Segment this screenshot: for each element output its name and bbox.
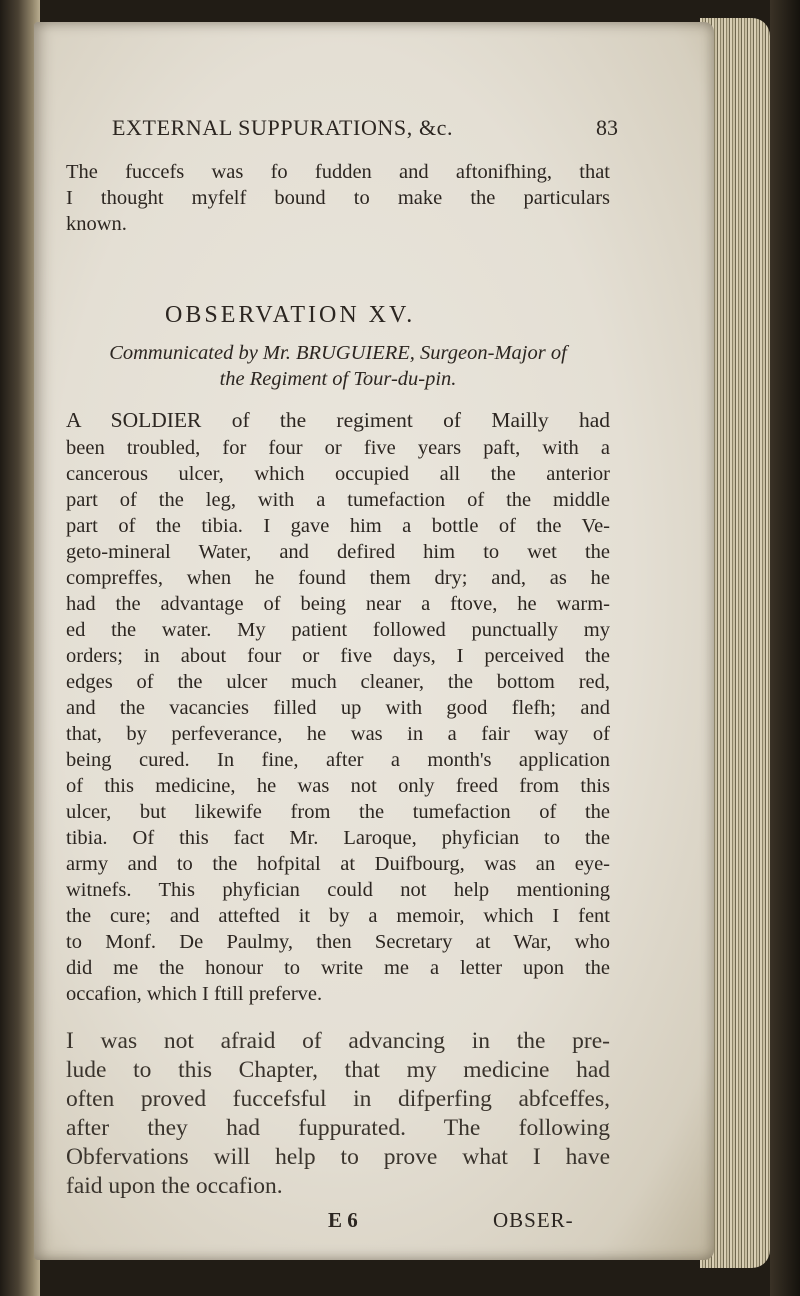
body-line: had the advantage of being near a ftove, he warm- xyxy=(66,593,610,615)
intro-line: I thought myfelf bound to make the particulars xyxy=(66,187,610,209)
body-line: did me the honour to write me a letter upon the xyxy=(66,957,610,979)
catchword: OBSER- xyxy=(493,1208,574,1232)
body-line: ed the water. My patient followed punctually my xyxy=(66,619,610,641)
closing-line: lude to this Chapter, that my medicine had xyxy=(66,1057,610,1083)
body-line: compreffes, when he found them dry; and, as he xyxy=(66,567,610,589)
body-line: occafion, which I ftill preferve. xyxy=(66,983,323,1005)
body-line: and the vacancies filled up with good flefh; and xyxy=(66,697,610,719)
body-line: army and to the hofpital at Duifbourg, was an eye- xyxy=(66,853,610,875)
body-line: of this medicine, he was not only freed from this xyxy=(66,775,610,797)
body-line: geto-mineral Water, and defired him to wet the xyxy=(66,541,610,563)
body-line: tibia. Of this fact Mr. Laroque, phyfician to the xyxy=(66,827,610,849)
closing-line: I was not afraid of advancing in the pre- xyxy=(66,1028,610,1054)
body-line: A SOLDIER of the regiment of Mailly had xyxy=(66,408,610,432)
body-line: cancerous ulcer, which occupied all the anterior xyxy=(66,463,610,485)
book-cover-edge xyxy=(770,0,800,1296)
subtitle-line: the Regiment of Tour-du-pin. xyxy=(219,368,457,390)
body-line: part of the tibia. I gave him a bottle of the Ve- xyxy=(66,515,610,537)
observation-heading: OBSERVATION XV. xyxy=(165,302,416,328)
signature-mark: E 6 xyxy=(328,1208,358,1232)
closing-line: often proved fuccefsful in difperfing abfceffes, xyxy=(66,1086,610,1112)
body-line: part of the leg, with a tumefaction of the middle xyxy=(66,489,610,511)
body-line: being cured. In fine, after a month's application xyxy=(66,749,610,771)
body-line: that, by perfeverance, he was in a fair way of xyxy=(66,723,610,745)
intro-line: The fuccefs was fo fudden and aftonifhing, that xyxy=(66,161,610,183)
running-head: EXTERNAL SUPPURATIONS, &c. xyxy=(112,115,454,140)
intro-line: known. xyxy=(66,213,127,235)
closing-line: faid upon the occafion. xyxy=(66,1173,283,1199)
body-line: edges of the ulcer much cleaner, the bottom red, xyxy=(66,671,610,693)
page-number: 83 xyxy=(596,115,618,140)
subtitle-line: Communicated by Mr. BRUGUIERE, Surgeon-Major of xyxy=(109,342,567,364)
body-line: been troubled, for four or five years paft, with a xyxy=(66,437,610,459)
body-line: to Monf. De Paulmy, then Secretary at War, who xyxy=(66,931,610,953)
body-line: orders; in about four or five days, I perceived the xyxy=(66,645,610,667)
closing-line: Obfervations will help to prove what I have xyxy=(66,1144,610,1170)
body-line: ulcer, but likewife from the tumefaction of the xyxy=(66,801,610,823)
body-line: the cure; and attefted it by a memoir, which I fent xyxy=(66,905,610,927)
closing-line: after they had fuppurated. The following xyxy=(66,1115,610,1141)
body-line: witnefs. This phyfician could not help mentioning xyxy=(66,879,610,901)
